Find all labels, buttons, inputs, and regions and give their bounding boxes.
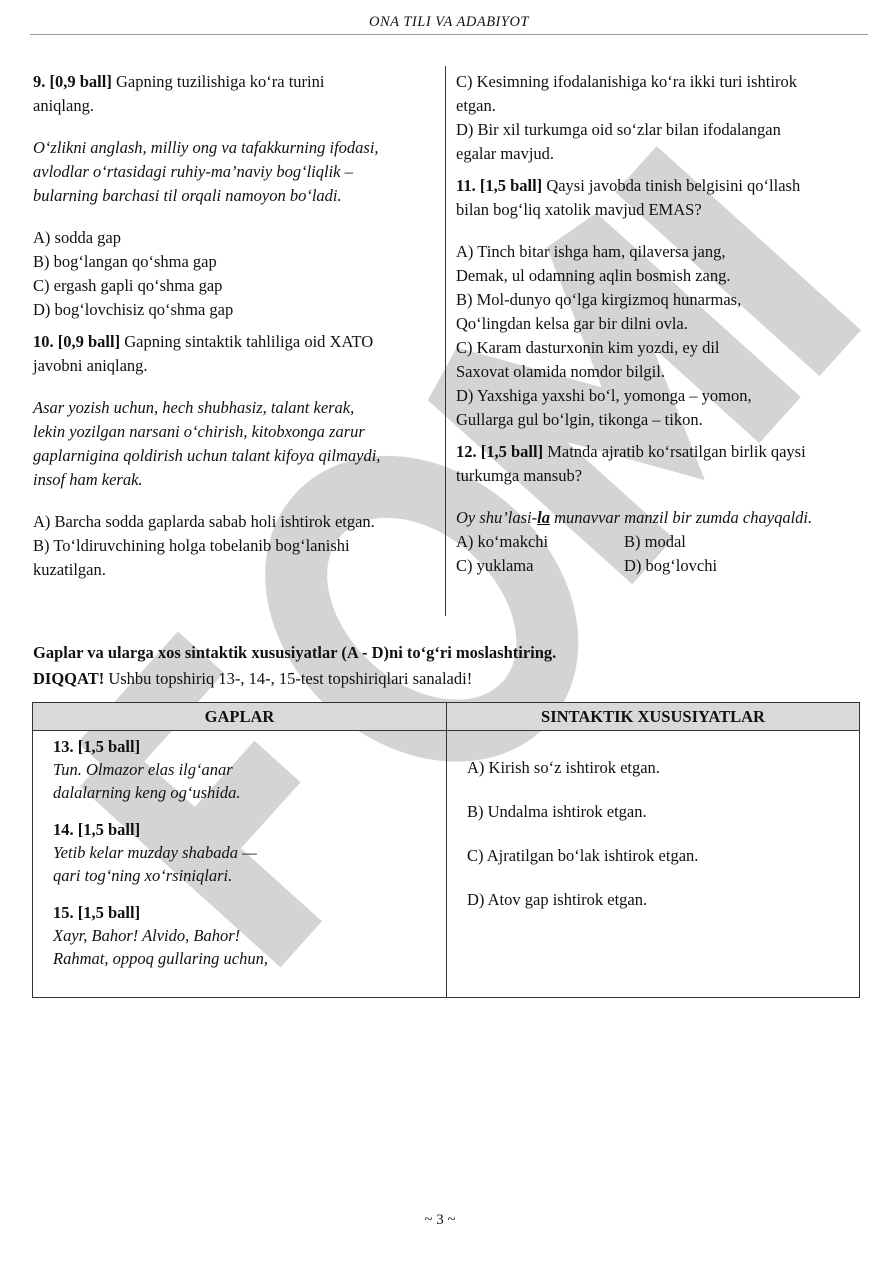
question-11-option-a-cont[interactable]: Demak, ul odamning aqlin bosmish zang. (456, 266, 731, 285)
table-header-xususiyatlar: SINTAKTIK XUSUSIYATLAR (447, 703, 860, 731)
question-10-text: insof ham kerak. (33, 470, 143, 489)
question-10-option-d[interactable]: D) Bir xil turkumga oid so‘zlar bilan ifodalangan (456, 120, 781, 139)
question-10 (33, 330, 433, 582)
table-header-gaplar: GAPLAR (33, 703, 447, 731)
question-15-text: Xayr, Bahor! Alvido, Bahor! (53, 926, 241, 945)
question-12-option-d[interactable]: D) bog‘lovchi (624, 556, 718, 575)
question-15-text: Rahmat, oppoq gullaring uchun, (53, 949, 268, 968)
question-11-option-b-cont[interactable]: Qo‘lingdan kelsa gar bir dilni ovla. (456, 314, 688, 333)
question-9-option-c[interactable]: C) ergash gapli qo‘shma gap (33, 276, 223, 295)
question-10-option-b[interactable]: B) To‘ldiruvchining holga tobelanib bog‘lanishi (33, 536, 350, 555)
instruction-note: DIQQAT! Ushbu topshiriq 13-, 14-, 15-test topshiriqlari sanaladi! (33, 669, 473, 688)
page-number: ~ 3 ~ (424, 1212, 456, 1228)
question-10-option-c[interactable]: C) Kesimning ifodalanishiga ko‘ra ikki turi ishtirok (456, 72, 797, 91)
right-column (456, 70, 866, 578)
instruction-title: Gaplar va ularga xos sintaktik xususiyatlar (A - D)ni to‘g‘ri moslashtiring. (33, 643, 557, 662)
question-11-option-c[interactable]: C) Karam dasturxonin kim yozdi, ey dil (456, 338, 720, 357)
question-13-text: Tun. Olmazor elas ilg‘anar (53, 760, 233, 779)
question-9-option-d[interactable]: D) bog‘lovchisiz qo‘shma gap (33, 300, 234, 319)
question-10-text: gaplarnigina qoldirish uchun talant kifoya qilmaydi, (33, 446, 381, 465)
question-10-text: lekin yozilgan narsani o‘chirish, kitobxonga zarur (33, 422, 365, 441)
question-10-option-d-cont[interactable]: egalar mavjud. (456, 144, 555, 163)
question-12-prompt: 12. [1,5 ball] Matnda ajratib ko‘rsatilgan birlik qaysi turkumga mansub? (456, 442, 806, 485)
question-11 (456, 174, 866, 432)
question-12-option-b[interactable]: B) modal (624, 532, 686, 551)
question-12-options (456, 530, 866, 578)
column-divider (445, 66, 446, 616)
question-13-text: dalalarning keng og‘ushida. (53, 783, 241, 802)
matching-table (32, 702, 860, 998)
question-13 (53, 735, 446, 804)
feature-a[interactable]: A) Kirish so‘z ishtirok etgan. (467, 758, 660, 777)
question-10-text: Asar yozish uchun, hech shubhasiz, talant kerak, (33, 398, 355, 417)
question-14-text: qari tog‘ning xo‘rsiniqlari. (53, 866, 233, 885)
question-11-option-c-cont[interactable]: Saxovat olamida nomdor bilgil. (456, 362, 665, 381)
question-14-number: 14. [1,5 ball] (53, 820, 141, 839)
question-11-option-b[interactable]: B) Mol-dunyo qo‘lga kirgizmoq hunarmas, (456, 290, 742, 309)
question-13-number: 13. [1,5 ball] (53, 737, 141, 756)
page-header: ONA TILI VA ADABIYOT (369, 14, 529, 30)
question-10-option-c-cont[interactable]: etgan. (456, 96, 496, 115)
question-10-option-a[interactable]: A) Barcha sodda gaplarda sabab holi ishtirok etgan. (33, 512, 375, 531)
header-divider (30, 34, 868, 35)
matching-instruction (33, 640, 873, 692)
question-11-option-d[interactable]: D) Yaxshiga yaxshi bo‘l, yomonga – yomon, (456, 386, 752, 405)
question-12-option-a[interactable]: A) ko‘makchi (456, 532, 549, 551)
features-cell (447, 731, 860, 998)
question-11-prompt: 11. [1,5 ball] Qaysi javobda tinish belgisini qo‘llash bilan bog‘liq xatolik mavjud EMAS? (456, 176, 801, 219)
question-12-text: Oy shu’lasi-la munavvar manzil bir zumda chayqaldi. (456, 508, 813, 527)
question-9-text: bularning barchasi til orqali namoyon bo‘ladi. (33, 186, 342, 205)
question-12 (456, 440, 866, 578)
sentences-cell (33, 731, 447, 998)
question-10-option-b-cont[interactable]: kuzatilgan. (33, 560, 106, 579)
question-15-number: 15. [1,5 ball] (53, 903, 141, 922)
left-column (33, 70, 433, 582)
question-9-prompt: 9. [0,9 ball] Gapning tuzilishiga ko‘ra turini aniqlang. (33, 72, 325, 115)
question-11-option-a[interactable]: A) Tinch bitar ishga ham, qilaversa jang, (456, 242, 726, 261)
question-9-text: avlodlar o‘rtasidagi ruhiy-ma’naviy bog‘liqlik – (33, 162, 353, 181)
question-10-prompt: 10. [0,9 ball] Gapning sintaktik tahliliga oid XATO javobni aniqlang. (33, 332, 374, 375)
question-14 (53, 818, 446, 887)
question-9-text: O‘zlikni anglash, milliy ong va tafakkurning ifodasi, (33, 138, 379, 157)
feature-b[interactable]: B) Undalma ishtirok etgan. (467, 802, 647, 821)
question-9-option-b[interactable]: B) bog‘langan qo‘shma gap (33, 252, 217, 271)
question-12-option-c[interactable]: C) yuklama (456, 556, 534, 575)
question-9-option-a[interactable]: A) sodda gap (33, 228, 121, 247)
question-15 (53, 901, 446, 970)
feature-c[interactable]: C) Ajratilgan bo‘lak ishtirok etgan. (467, 846, 699, 865)
feature-d[interactable]: D) Atov gap ishtirok etgan. (467, 890, 648, 909)
question-14-text: Yetib kelar muzday shabada — (53, 843, 257, 862)
question-11-option-d-cont[interactable]: Gullarga gul bo‘lgin, tikonga – tikon. (456, 410, 703, 429)
highlighted-unit: la (537, 508, 550, 527)
question-9 (33, 70, 433, 322)
